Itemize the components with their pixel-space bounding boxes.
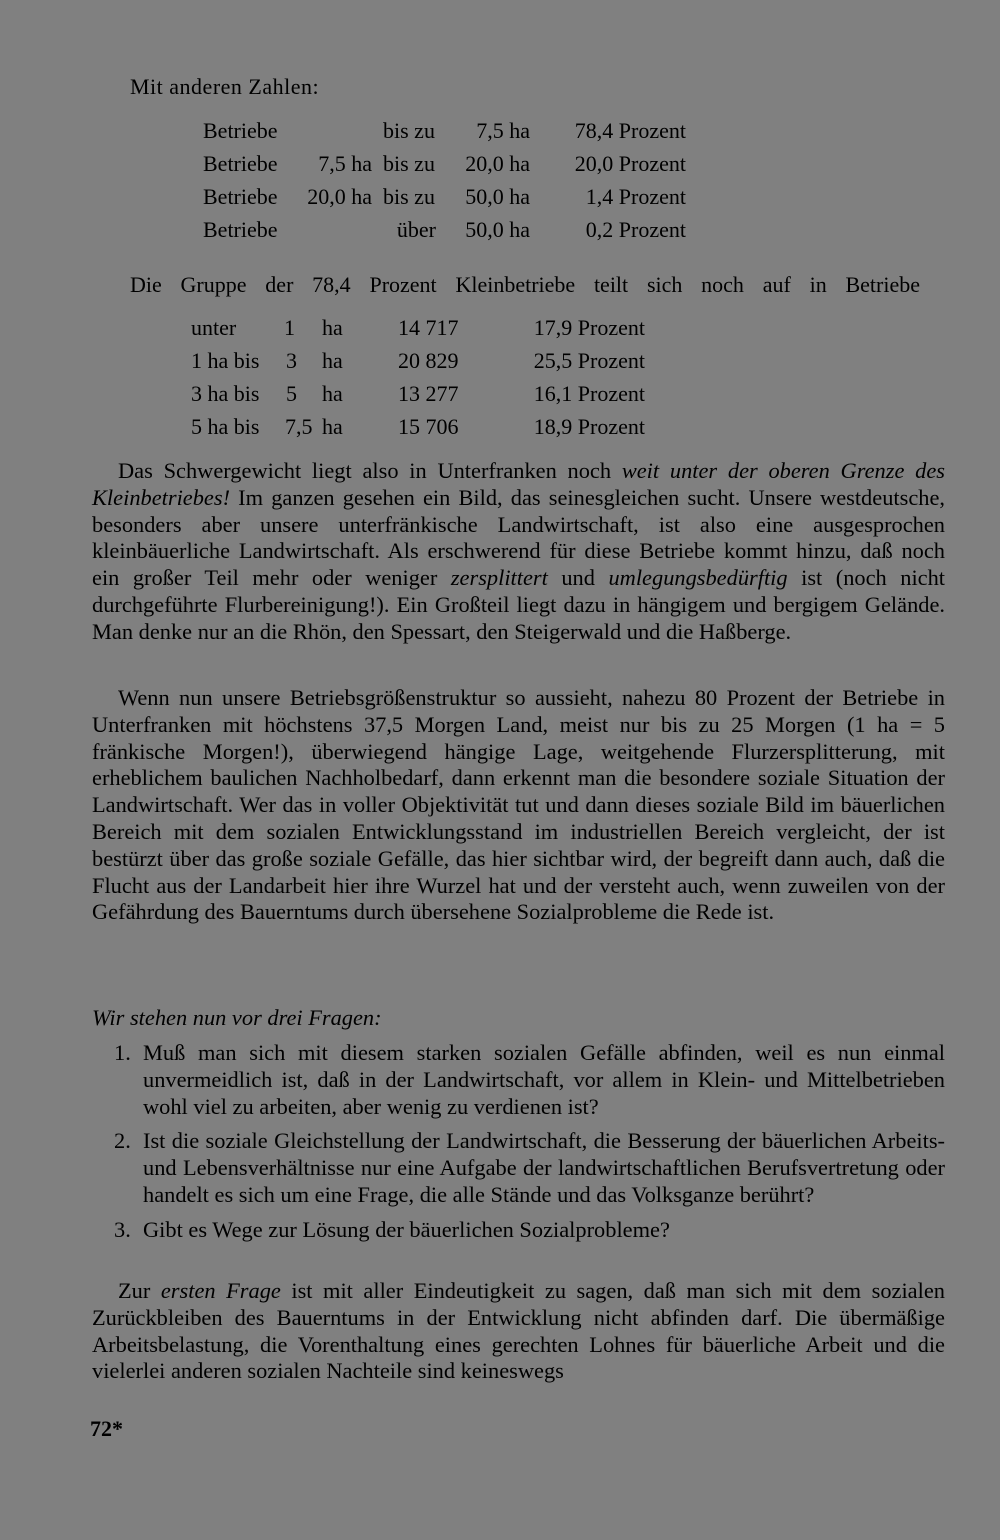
list-number: 2.	[114, 1128, 131, 1154]
table-cell: 20,0 ha	[307, 184, 372, 209]
table-cell: 3 ha bis	[191, 381, 260, 406]
emphasis-text: weit unter der oberen Grenze des Kleinbetriebes!	[92, 458, 945, 510]
table-cell: bis zu	[383, 118, 435, 143]
paragraph-text: ist (noch nicht durchgeführte Flurbereinigung!). Ein Großteil liegt dazu in hängigem und bergigem Gelände. Man denke nur an die Rhön, den Spessart, den Steigerwald und die Haßberge.	[92, 565, 946, 644]
table-cell: 7,5 ha	[476, 118, 530, 143]
table-cell: 14 717	[398, 315, 459, 340]
paragraph-text: und	[547, 565, 609, 591]
table-cell: 16,1 Prozent	[533, 381, 645, 406]
list-text: Gibt es Wege zur Lösung der bäuerlichen Sozialprobleme?	[143, 1216, 670, 1242]
section-heading: Mit anderen Zahlen:	[130, 74, 320, 99]
paragraph-text: ist mit aller Eindeutigkeit zu sagen, daß man sich mit dem sozialen Zurückbleiben des Bauerntums in der Entwicklung nicht abfinden darf. Die übermäßige Arbeitsbelastung, die Vorenthaltung eines gerechten Lohnes für bäuerliche Arbeit und die vielerlei anderen sozialen Nachteile sind keineswegs	[92, 1278, 945, 1384]
paragraph-text: Zur	[118, 1278, 161, 1303]
table-cell: Betriebe	[203, 118, 278, 143]
table-cell: 25,5 Prozent	[533, 348, 645, 373]
table-cell: 0,2 Prozent	[585, 217, 686, 242]
questions-heading: Wir stehen nun vor drei Fragen:	[92, 1005, 382, 1030]
table-cell: 7,5	[285, 414, 313, 439]
emphasis-text: ersten Frage	[160, 1278, 281, 1303]
page-number: 72*	[90, 1416, 123, 1441]
table-cell: ha	[322, 381, 343, 406]
questions-list	[92, 1040, 945, 1252]
emphasis-text: umlegungsbedürftig	[608, 565, 788, 591]
list-number: 1.	[114, 1040, 131, 1065]
table-cell: Betriebe	[203, 184, 278, 209]
table-cell: 20,0 Prozent	[574, 151, 686, 176]
group-line: Die Gruppe der 78,4 Prozent Kleinbetriebe teilt sich noch auf in Betriebe	[130, 272, 920, 297]
list-item	[92, 1128, 945, 1208]
table-cell: 1 ha bis	[191, 348, 260, 373]
table-cell: ha	[322, 315, 343, 340]
table-cell: 1,4 Prozent	[585, 184, 686, 209]
list-text: Ist die soziale Gleichstellung der Landwirtschaft, die Besserung der bäuerlichen Arbeits- und Lebensverhältnisse nur eine Aufgabe der landwirtschaftlichen Berufsvertretung oder handelt es sich um eine Frage, die alle Stände und das Volksganze berührt?	[143, 1128, 945, 1207]
list-item	[92, 1040, 945, 1120]
table-cell: 50,0 ha	[465, 184, 530, 209]
table-cell: über	[396, 217, 436, 242]
table-cell: unter	[191, 315, 237, 340]
paragraph	[92, 1278, 945, 1385]
paragraph-text: Im ganzen gesehen ein Bild, das seinesgleichen sucht. Unsere westdeutsche, besonders aber unsere unterfränkische Landwirtschaft, ist also eine ausgesprochen kleinbäuerliche Landwirtschaft. Als erschwerend für diese Betriebe kommt hinzu, daß noch ein großer Teil mehr oder weniger	[92, 484, 945, 591]
table-cell: 7,5 ha	[318, 151, 372, 176]
paragraph: Wenn nun unsere Betriebsgrößenstruktur so aussieht, nahezu 80 Prozent der Betriebe in Unterfranken mit höchstens 37,5 Morgen Land, meist nur bis zu 25 Morgen (1 ha = 5 fränkische Morgen!), überwiegend hängige Lage, weitgehende Flurzersplitterung, mit erheblichem baulichen Nachholbedarf, dann erkennt man die besondere soziale Situation der Landwirtschaft. Wer das in voller Objektivität tut und dann dieses soziale Bild im bäuerlichen Bereich mit dem sozialen Entwicklungsstand im industriellen Bereich vergleicht, der ist bestürzt über das große soziale Gefälle, das hier sichtbar wird, der begreift dann auch, daß die Flucht aus der Landarbeit hier ihre Wurzel hat und der versteht auch, wenn zuweilen von der Gefährdung des Bauerntums durch übersehene Sozialprobleme die Rede ist.	[92, 685, 945, 925]
table-cell: 50,0 ha	[465, 217, 530, 242]
table-cell: 13 277	[398, 381, 459, 406]
table-cell: 15 706	[398, 414, 459, 439]
table-cell: 5	[286, 381, 297, 406]
table-cell: 5 ha bis	[191, 414, 260, 439]
list-item	[92, 1217, 945, 1244]
table-cell: 3	[286, 348, 297, 373]
table-cell: 1	[284, 315, 295, 340]
table-cell: bis zu	[383, 184, 435, 209]
paragraph-text: Das Schwergewicht liegt also in Unterfranken noch	[118, 458, 622, 483]
table-cell: bis zu	[383, 151, 435, 176]
table-cell: 17,9 Prozent	[533, 315, 645, 340]
list-number: 3.	[114, 1216, 131, 1242]
table-cell: Betriebe	[203, 151, 278, 176]
paragraph	[92, 458, 945, 646]
list-text: Muß man sich mit diesem starken sozialen Gefälle abfinden, weil es nun einmal unvermeidlich ist, daß in der Landwirtschaft, vor allem in Klein- und Mittelbetrieben wohl viel zu arbeiten, aber wenig zu verdienen ist?	[143, 1040, 945, 1119]
emphasis-text: zersplittert	[450, 565, 548, 591]
table-cell: 78,4 Prozent	[574, 118, 686, 143]
table-cell: 18,9 Prozent	[533, 414, 645, 439]
table-cell: ha	[322, 414, 343, 439]
table-cell: 20 829	[398, 348, 459, 373]
table-cell: Betriebe	[203, 217, 278, 242]
table-cell: ha	[322, 348, 343, 373]
table-cell: 20,0 ha	[465, 151, 530, 176]
